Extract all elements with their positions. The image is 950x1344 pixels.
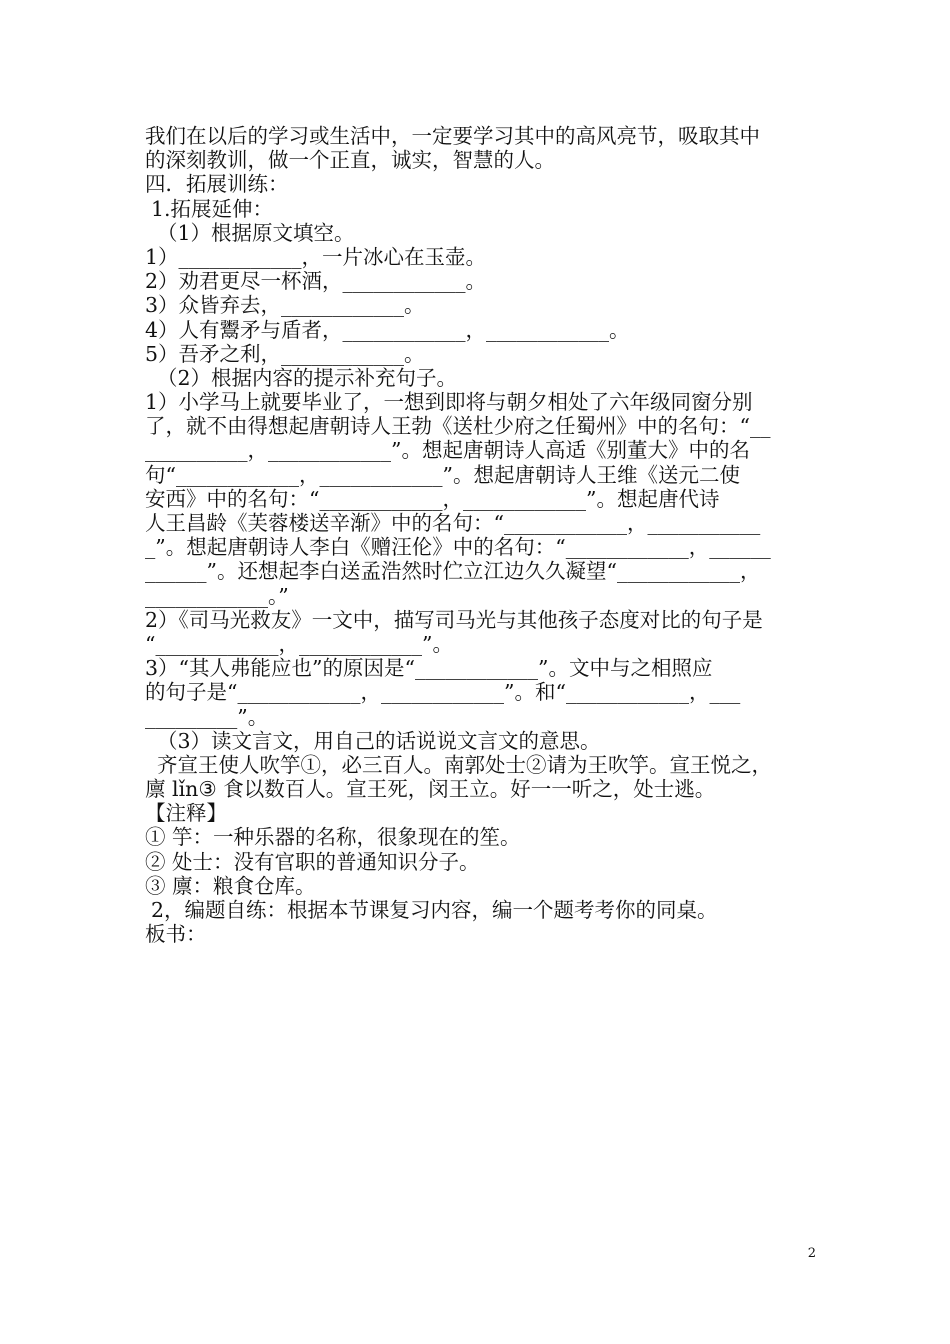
- text-line: ____________。”: [145, 583, 289, 608]
- question-heading: （3）读文言文，用自己的话说说文言文的意思。: [157, 728, 601, 753]
- text-line: 的深刻教训，做一个正直，诚实，智慧的人。: [145, 148, 555, 173]
- text-line: 安西》中的名句：“____________，____________”。想起唐代诗: [145, 486, 720, 511]
- document-body: [145, 124, 820, 946]
- note-item: ② 处士：没有官职的普通知识分子。: [145, 849, 480, 874]
- classical-text: 齐宣王使人吹竽①，必三百人。南郭处士②请为王吹竽。宣王悦之，: [157, 752, 772, 777]
- text-line: 2，编题自练：根据本节课复习内容，编一个题考考你的同桌。: [151, 898, 718, 922]
- text-line: 板书：: [145, 922, 207, 947]
- text-line: 的句子是“____________，____________”。和“____________，___: [145, 680, 741, 705]
- text-line: 句“____________，____________”。想起唐朝诗人王维《送元二使: [145, 462, 740, 487]
- text-line: 了，就不由得想起唐朝诗人王勃《送杜少府之任蜀州》中的名句：“__: [145, 414, 771, 439]
- fill-in-item: 2）劝君更尽一杯酒，____________。: [145, 269, 487, 294]
- text-line: “____________，____________”。: [145, 631, 453, 656]
- classical-text: 廪 lǐn③ 食以数百人。宣王死，闵王立。好一一听之，处士逃。: [145, 777, 716, 802]
- subsection-heading: 1.拓展延伸：: [151, 196, 274, 221]
- fill-in-item: 3）众皆弃去，____________。: [145, 293, 425, 318]
- fill-in-item: 5）吾矛之利，____________。: [145, 341, 425, 366]
- text-line: 2）《司马光救友》一文中，描写司马光与其他孩子态度对比的句子是: [145, 607, 763, 632]
- fill-in-item: 4）人有鬻矛与盾者，____________，____________。: [145, 317, 630, 342]
- question-heading: （2）根据内容的提示补充句子。: [157, 365, 458, 390]
- text-line: 1）小学马上就要毕业了，一想到即将与朝夕相处了六年级同窗分别: [145, 390, 753, 415]
- text-line: 人王昌龄《芙蓉楼送辛渐》中的名句：“____________，___________: [145, 511, 761, 535]
- section-heading: 四．拓展训练：: [145, 172, 289, 197]
- question-heading: （1）根据原文填空。: [157, 220, 355, 245]
- text-line: 我们在以后的学习或生活中，一定要学习其中的高风亮节，吸取其中: [145, 124, 760, 148]
- text-line: _”。想起唐朝诗人李白《赠汪伦》中的名句：“____________，______: [145, 535, 771, 560]
- text-line: 3）“其人弗能应也”的原因是“____________”。文中与之相照应: [145, 656, 713, 681]
- text-line: ______”。还想起李白送孟浩然时伫立江边久久凝望“____________，: [145, 559, 761, 584]
- note-item: ① 竽：一种乐器的名称，很象现在的笙。: [145, 825, 521, 850]
- note-item: ③ 廪：粮食仓库。: [145, 873, 316, 898]
- page-number: 2: [807, 1246, 816, 1261]
- fill-in-item: 1）____________，一片冰心在玉壶。: [145, 244, 487, 269]
- notes-heading: 【注释】: [145, 801, 227, 826]
- text-line: __________，____________”。想起唐朝诗人高适《别董大》中的名: [145, 438, 750, 463]
- text-line: _________”。: [145, 704, 269, 729]
